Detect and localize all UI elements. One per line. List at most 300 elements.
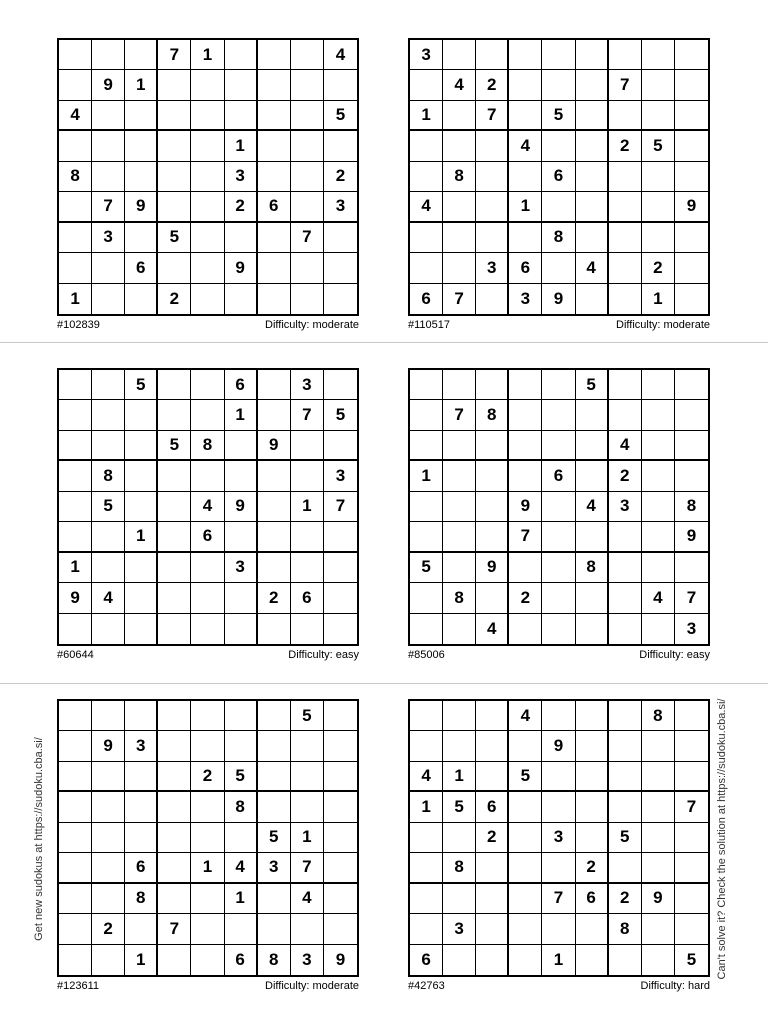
sudoku-cell[interactable] [291, 192, 324, 222]
sudoku-cell[interactable] [509, 70, 542, 100]
sudoku-cell[interactable] [443, 253, 476, 283]
sudoku-cell[interactable] [675, 431, 708, 461]
sudoku-cell[interactable]: 6 [410, 284, 443, 314]
sudoku-cell[interactable] [291, 614, 324, 644]
sudoku-cell[interactable] [291, 162, 324, 192]
sudoku-cell[interactable] [191, 400, 224, 430]
sudoku-cell[interactable]: 1 [125, 945, 158, 975]
sudoku-cell[interactable] [576, 461, 609, 491]
sudoku-cell[interactable]: 3 [410, 40, 443, 70]
sudoku-cell[interactable] [542, 522, 575, 552]
sudoku-cell[interactable]: 5 [158, 431, 191, 461]
sudoku-cell[interactable] [291, 762, 324, 792]
sudoku-cell[interactable] [225, 914, 258, 944]
sudoku-cell[interactable]: 9 [335, 949, 346, 969]
sudoku-cell[interactable] [191, 614, 224, 644]
sudoku-cell[interactable] [92, 40, 125, 70]
sudoku-cell[interactable] [675, 162, 708, 192]
sudoku-cell[interactable]: 8 [443, 853, 476, 883]
sudoku-cell[interactable]: 6 [509, 253, 542, 283]
sudoku-cell[interactable] [443, 731, 476, 761]
sudoku-cell[interactable] [125, 431, 158, 461]
sudoku-cell[interactable] [443, 553, 476, 583]
sudoku-cell[interactable]: 6 [576, 884, 609, 914]
sudoku-cell[interactable]: 3 [609, 492, 642, 522]
sudoku-cell[interactable] [443, 614, 476, 644]
sudoku-cell[interactable] [509, 400, 542, 430]
sudoku-cell[interactable]: 9 [675, 192, 708, 222]
sudoku-cell[interactable] [158, 884, 191, 914]
sudoku-cell[interactable]: 6 [225, 370, 258, 400]
sudoku-cell[interactable] [258, 731, 291, 761]
sudoku-cell[interactable] [509, 884, 542, 914]
sudoku-cell[interactable] [324, 614, 357, 644]
sudoku-cell[interactable]: 7 [542, 884, 575, 914]
sudoku-cell[interactable] [125, 492, 158, 522]
sudoku-cell[interactable] [59, 461, 92, 491]
sudoku-cell[interactable] [324, 853, 357, 883]
sudoku-cell[interactable] [476, 853, 509, 883]
sudoku-cell[interactable] [258, 253, 291, 283]
sudoku-cell[interactable] [158, 583, 191, 613]
sudoku-cell[interactable] [125, 792, 158, 822]
sudoku-cell[interactable]: 8 [443, 583, 476, 613]
sudoku-cell[interactable] [509, 614, 542, 644]
sudoku-cell[interactable] [642, 431, 675, 461]
sudoku-cell[interactable]: 8 [59, 162, 92, 192]
sudoku-cell[interactable]: 4 [324, 40, 357, 70]
sudoku-cell[interactable] [92, 792, 125, 822]
sudoku-cell[interactable] [642, 223, 675, 253]
sudoku-cell[interactable] [476, 884, 509, 914]
sudoku-cell[interactable] [542, 253, 575, 283]
sudoku-cell[interactable]: 3 [476, 253, 509, 283]
sudoku-cell[interactable] [191, 70, 224, 100]
sudoku-cell[interactable]: 2 [609, 884, 642, 914]
sudoku-cell[interactable] [542, 614, 575, 644]
sudoku-cell[interactable]: 6 [476, 792, 509, 822]
sudoku-cell[interactable] [59, 731, 92, 761]
sudoku-cell[interactable] [576, 583, 609, 613]
sudoku-cell[interactable] [258, 614, 291, 644]
sudoku-cell[interactable] [92, 284, 125, 314]
sudoku-cell[interactable] [258, 792, 291, 822]
sudoku-cell[interactable] [443, 461, 476, 491]
sudoku-cell[interactable] [476, 461, 509, 491]
sudoku-cell[interactable] [92, 853, 125, 883]
sudoku-cell[interactable] [576, 40, 609, 70]
sudoku-cell[interactable] [324, 284, 357, 314]
sudoku-cell[interactable] [291, 553, 324, 583]
sudoku-cell[interactable]: 9 [258, 431, 291, 461]
sudoku-cell[interactable]: 5 [542, 101, 575, 131]
sudoku-cell[interactable] [443, 945, 476, 975]
sudoku-cell[interactable]: 4 [509, 701, 542, 731]
sudoku-cell[interactable]: 2 [642, 253, 675, 283]
sudoku-cell[interactable]: 5 [410, 553, 443, 583]
sudoku-cell[interactable] [92, 701, 125, 731]
sudoku-cell[interactable] [576, 731, 609, 761]
sudoku-cell[interactable] [59, 614, 92, 644]
sudoku-cell[interactable] [609, 223, 642, 253]
sudoku-cell[interactable]: 9 [92, 70, 125, 100]
sudoku-cell[interactable] [258, 884, 291, 914]
sudoku-cell[interactable] [509, 792, 542, 822]
sudoku-cell[interactable] [675, 70, 708, 100]
sudoku-cell[interactable] [225, 823, 258, 853]
sudoku-cell[interactable] [410, 701, 443, 731]
sudoku-cell[interactable]: 4 [476, 614, 509, 644]
sudoku-cell[interactable] [324, 884, 357, 914]
sudoku-cell[interactable] [476, 701, 509, 731]
sudoku-cell[interactable] [509, 40, 542, 70]
sudoku-cell[interactable] [92, 162, 125, 192]
sudoku-cell[interactable] [642, 553, 675, 583]
sudoku-cell[interactable] [59, 131, 92, 161]
sudoku-cell[interactable] [59, 492, 92, 522]
sudoku-cell[interactable] [125, 162, 158, 192]
sudoku-cell[interactable] [158, 823, 191, 853]
sudoku-cell[interactable] [158, 701, 191, 731]
sudoku-cell[interactable] [59, 792, 92, 822]
sudoku-cell[interactable] [443, 431, 476, 461]
sudoku-cell[interactable]: 8 [191, 431, 224, 461]
sudoku-cell[interactable] [542, 131, 575, 161]
sudoku-cell[interactable]: 9 [542, 731, 575, 761]
sudoku-cell[interactable]: 7 [509, 522, 542, 552]
sudoku-cell[interactable] [125, 614, 158, 644]
sudoku-cell[interactable] [509, 431, 542, 461]
sudoku-cell[interactable]: 4 [59, 101, 92, 131]
sudoku-cell[interactable]: 7 [158, 914, 191, 944]
sudoku-cell[interactable] [609, 792, 642, 822]
sudoku-cell[interactable] [324, 253, 357, 283]
sudoku-cell[interactable] [324, 583, 357, 613]
sudoku-cell[interactable] [576, 400, 609, 430]
sudoku-cell[interactable]: 5 [686, 949, 697, 969]
sudoku-cell[interactable] [324, 431, 357, 461]
sudoku-cell[interactable]: 7 [291, 400, 324, 430]
sudoku-cell[interactable] [59, 823, 92, 853]
sudoku-cell[interactable] [258, 101, 291, 131]
sudoku-cell[interactable] [675, 284, 708, 314]
sudoku-cell[interactable] [158, 553, 191, 583]
sudoku-cell[interactable] [324, 522, 357, 552]
sudoku-cell[interactable] [476, 284, 509, 314]
sudoku-cell[interactable] [291, 131, 324, 161]
sudoku-cell[interactable] [609, 400, 642, 430]
sudoku-cell[interactable]: 4 [410, 192, 443, 222]
sudoku-cell[interactable] [542, 400, 575, 430]
sudoku-cell[interactable] [191, 583, 224, 613]
sudoku-cell[interactable]: 1 [642, 284, 675, 314]
sudoku-cell[interactable] [225, 614, 258, 644]
sudoku-cell[interactable] [125, 223, 158, 253]
sudoku-cell[interactable] [642, 400, 675, 430]
sudoku-cell[interactable] [291, 284, 324, 314]
sudoku-cell[interactable]: 1 [225, 400, 258, 430]
sudoku-cell[interactable] [92, 823, 125, 853]
sudoku-cell[interactable] [225, 431, 258, 461]
sudoku-cell[interactable] [476, 370, 509, 400]
sudoku-cell[interactable] [410, 853, 443, 883]
sudoku-cell[interactable]: 1 [542, 945, 575, 975]
sudoku-cell[interactable] [609, 192, 642, 222]
side-link-solution[interactable]: Can't solve it? Check the solution at https://sudoku.cba.si/ [716, 698, 728, 980]
sudoku-cell[interactable] [542, 192, 575, 222]
sudoku-cell[interactable] [609, 945, 642, 975]
sudoku-cell[interactable] [675, 762, 708, 792]
sudoku-cell[interactable] [609, 522, 642, 552]
sudoku-cell[interactable] [258, 131, 291, 161]
sudoku-cell[interactable] [576, 70, 609, 100]
sudoku-cell[interactable] [675, 101, 708, 131]
sudoku-cell[interactable] [675, 914, 708, 944]
sudoku-cell[interactable] [476, 431, 509, 461]
sudoku-cell[interactable] [642, 945, 675, 975]
sudoku-cell[interactable] [158, 792, 191, 822]
sudoku-cell[interactable]: 3 [324, 461, 357, 491]
sudoku-cell[interactable] [609, 370, 642, 400]
sudoku-cell[interactable]: 3 [324, 192, 357, 222]
sudoku-cell[interactable] [191, 370, 224, 400]
sudoku-cell[interactable] [609, 731, 642, 761]
sudoku-cell[interactable] [642, 40, 675, 70]
sudoku-cell[interactable] [642, 162, 675, 192]
sudoku-cell[interactable] [158, 192, 191, 222]
sudoku-cell[interactable]: 4 [92, 583, 125, 613]
sudoku-cell[interactable] [410, 823, 443, 853]
sudoku-cell[interactable] [59, 40, 92, 70]
sudoku-cell[interactable] [476, 945, 509, 975]
sudoku-cell[interactable]: 4 [443, 70, 476, 100]
sudoku-cell[interactable]: 5 [509, 762, 542, 792]
sudoku-cell[interactable] [410, 583, 443, 613]
sudoku-cell[interactable]: 5 [92, 492, 125, 522]
sudoku-cell[interactable]: 9 [92, 731, 125, 761]
sudoku-cell[interactable] [642, 731, 675, 761]
sudoku-cell[interactable]: 7 [291, 223, 324, 253]
sudoku-cell[interactable]: 4 [576, 253, 609, 283]
sudoku-cell[interactable] [191, 461, 224, 491]
sudoku-cell[interactable]: 9 [642, 884, 675, 914]
sudoku-cell[interactable]: 1 [509, 192, 542, 222]
sudoku-cell[interactable] [476, 762, 509, 792]
sudoku-cell[interactable] [410, 131, 443, 161]
sudoku-cell[interactable]: 1 [291, 492, 324, 522]
sudoku-cell[interactable] [576, 914, 609, 944]
sudoku-cell[interactable] [191, 945, 224, 975]
sudoku-cell[interactable]: 3 [509, 284, 542, 314]
sudoku-cell[interactable] [225, 731, 258, 761]
sudoku-cell[interactable] [675, 461, 708, 491]
sudoku-cell[interactable] [258, 370, 291, 400]
sudoku-cell[interactable] [410, 253, 443, 283]
sudoku-cell[interactable] [410, 614, 443, 644]
sudoku-cell[interactable]: 1 [225, 884, 258, 914]
sudoku-cell[interactable]: 5 [576, 370, 609, 400]
sudoku-cell[interactable] [675, 400, 708, 430]
sudoku-cell[interactable] [542, 431, 575, 461]
sudoku-cell[interactable] [59, 522, 92, 552]
sudoku-cell[interactable] [191, 792, 224, 822]
sudoku-cell[interactable]: 9 [125, 192, 158, 222]
sudoku-cell[interactable] [225, 701, 258, 731]
sudoku-cell[interactable]: 1 [410, 101, 443, 131]
sudoku-cell[interactable]: 8 [576, 553, 609, 583]
sudoku-cell[interactable] [609, 614, 642, 644]
sudoku-cell[interactable] [258, 223, 291, 253]
sudoku-cell[interactable] [642, 492, 675, 522]
sudoku-cell[interactable] [92, 522, 125, 552]
sudoku-cell[interactable] [443, 884, 476, 914]
sudoku-cell[interactable]: 5 [158, 223, 191, 253]
sudoku-cell[interactable]: 3 [92, 223, 125, 253]
sudoku-cell[interactable] [324, 762, 357, 792]
sudoku-cell[interactable] [291, 461, 324, 491]
sudoku-cell[interactable]: 1 [410, 792, 443, 822]
sudoku-cell[interactable]: 7 [443, 284, 476, 314]
sudoku-cell[interactable] [675, 253, 708, 283]
sudoku-cell[interactable] [158, 400, 191, 430]
sudoku-cell[interactable]: 7 [476, 101, 509, 131]
sudoku-cell[interactable] [92, 945, 125, 975]
sudoku-cell[interactable] [609, 40, 642, 70]
sudoku-cell[interactable] [59, 762, 92, 792]
sudoku-cell[interactable] [258, 762, 291, 792]
sudoku-cell[interactable]: 6 [191, 522, 224, 552]
sudoku-cell[interactable]: 8 [258, 945, 291, 975]
sudoku-cell[interactable]: 2 [609, 131, 642, 161]
sudoku-cell[interactable] [443, 223, 476, 253]
sudoku-cell[interactable]: 2 [225, 192, 258, 222]
sudoku-cell[interactable] [609, 284, 642, 314]
sudoku-cell[interactable] [642, 614, 675, 644]
sudoku-cell[interactable] [225, 70, 258, 100]
sudoku-cell[interactable]: 7 [675, 583, 708, 613]
sudoku-cell[interactable]: 1 [291, 823, 324, 853]
sudoku-cell[interactable] [158, 162, 191, 192]
sudoku-cell[interactable] [576, 792, 609, 822]
sudoku-cell[interactable]: 2 [191, 762, 224, 792]
sudoku-cell[interactable]: 2 [92, 914, 125, 944]
sudoku-cell[interactable] [125, 823, 158, 853]
sudoku-cell[interactable] [158, 522, 191, 552]
sudoku-cell[interactable] [59, 914, 92, 944]
sudoku-cell[interactable] [324, 823, 357, 853]
sudoku-cell[interactable]: 6 [125, 253, 158, 283]
sudoku-cell[interactable] [225, 40, 258, 70]
sudoku-cell[interactable] [476, 162, 509, 192]
sudoku-cell[interactable] [324, 731, 357, 761]
sudoku-cell[interactable]: 5 [609, 823, 642, 853]
sudoku-cell[interactable]: 5 [324, 400, 357, 430]
sudoku-cell[interactable] [158, 853, 191, 883]
sudoku-cell[interactable] [509, 461, 542, 491]
sudoku-cell[interactable]: 2 [509, 583, 542, 613]
sudoku-cell[interactable] [291, 431, 324, 461]
sudoku-cell[interactable] [158, 762, 191, 792]
sudoku-cell[interactable] [509, 101, 542, 131]
sudoku-cell[interactable] [92, 370, 125, 400]
sudoku-cell[interactable] [191, 731, 224, 761]
sudoku-cell[interactable]: 6 [542, 461, 575, 491]
sudoku-cell[interactable] [476, 914, 509, 944]
sudoku-cell[interactable] [642, 101, 675, 131]
sudoku-cell[interactable] [291, 731, 324, 761]
sudoku-cell[interactable] [476, 131, 509, 161]
sudoku-cell[interactable] [258, 40, 291, 70]
sudoku-cell[interactable] [509, 223, 542, 253]
sudoku-cell[interactable]: 7 [158, 40, 191, 70]
sudoku-cell[interactable] [410, 914, 443, 944]
sudoku-cell[interactable] [158, 370, 191, 400]
sudoku-cell[interactable] [191, 553, 224, 583]
sudoku-cell[interactable] [609, 701, 642, 731]
sudoku-cell[interactable] [92, 431, 125, 461]
sudoku-cell[interactable] [542, 70, 575, 100]
sudoku-cell[interactable] [642, 853, 675, 883]
sudoku-cell[interactable] [225, 284, 258, 314]
sudoku-cell[interactable] [609, 853, 642, 883]
sudoku-cell[interactable] [324, 131, 357, 161]
sudoku-cell[interactable] [291, 70, 324, 100]
sudoku-cell[interactable] [609, 253, 642, 283]
sudoku-cell[interactable] [642, 762, 675, 792]
sudoku-cell[interactable] [410, 522, 443, 552]
sudoku-cell[interactable]: 3 [291, 370, 324, 400]
sudoku-cell[interactable]: 1 [443, 762, 476, 792]
sudoku-cell[interactable]: 4 [509, 131, 542, 161]
sudoku-cell[interactable]: 9 [509, 492, 542, 522]
sudoku-cell[interactable]: 3 [125, 731, 158, 761]
sudoku-cell[interactable] [59, 884, 92, 914]
sudoku-cell[interactable] [609, 101, 642, 131]
sudoku-cell[interactable]: 9 [675, 522, 708, 552]
sudoku-cell[interactable] [675, 370, 708, 400]
sudoku-cell[interactable]: 2 [476, 70, 509, 100]
sudoku-cell[interactable] [576, 762, 609, 792]
sudoku-cell[interactable] [125, 284, 158, 314]
sudoku-cell[interactable]: 7 [609, 70, 642, 100]
sudoku-cell[interactable]: 1 [225, 131, 258, 161]
sudoku-cell[interactable]: 7 [675, 792, 708, 822]
sudoku-cell[interactable] [59, 253, 92, 283]
sudoku-cell[interactable] [476, 522, 509, 552]
sudoku-cell[interactable]: 5 [125, 370, 158, 400]
sudoku-cell[interactable]: 8 [476, 400, 509, 430]
sudoku-cell[interactable] [476, 192, 509, 222]
sudoku-cell[interactable] [410, 431, 443, 461]
sudoku-cell[interactable]: 1 [191, 40, 224, 70]
sudoku-cell[interactable]: 1 [410, 461, 443, 491]
sudoku-cell[interactable] [675, 40, 708, 70]
sudoku-cell[interactable] [410, 731, 443, 761]
sudoku-cell[interactable] [191, 284, 224, 314]
sudoku-cell[interactable]: 8 [675, 492, 708, 522]
sudoku-cell[interactable]: 3 [258, 853, 291, 883]
sudoku-cell[interactable] [542, 792, 575, 822]
sudoku-cell[interactable] [542, 370, 575, 400]
sudoku-cell[interactable] [59, 192, 92, 222]
sudoku-cell[interactable] [642, 370, 675, 400]
sudoku-cell[interactable] [59, 853, 92, 883]
sudoku-cell[interactable] [158, 492, 191, 522]
sudoku-cell[interactable] [158, 253, 191, 283]
sudoku-cell[interactable] [158, 614, 191, 644]
sudoku-cell[interactable] [191, 914, 224, 944]
sudoku-cell[interactable] [92, 884, 125, 914]
